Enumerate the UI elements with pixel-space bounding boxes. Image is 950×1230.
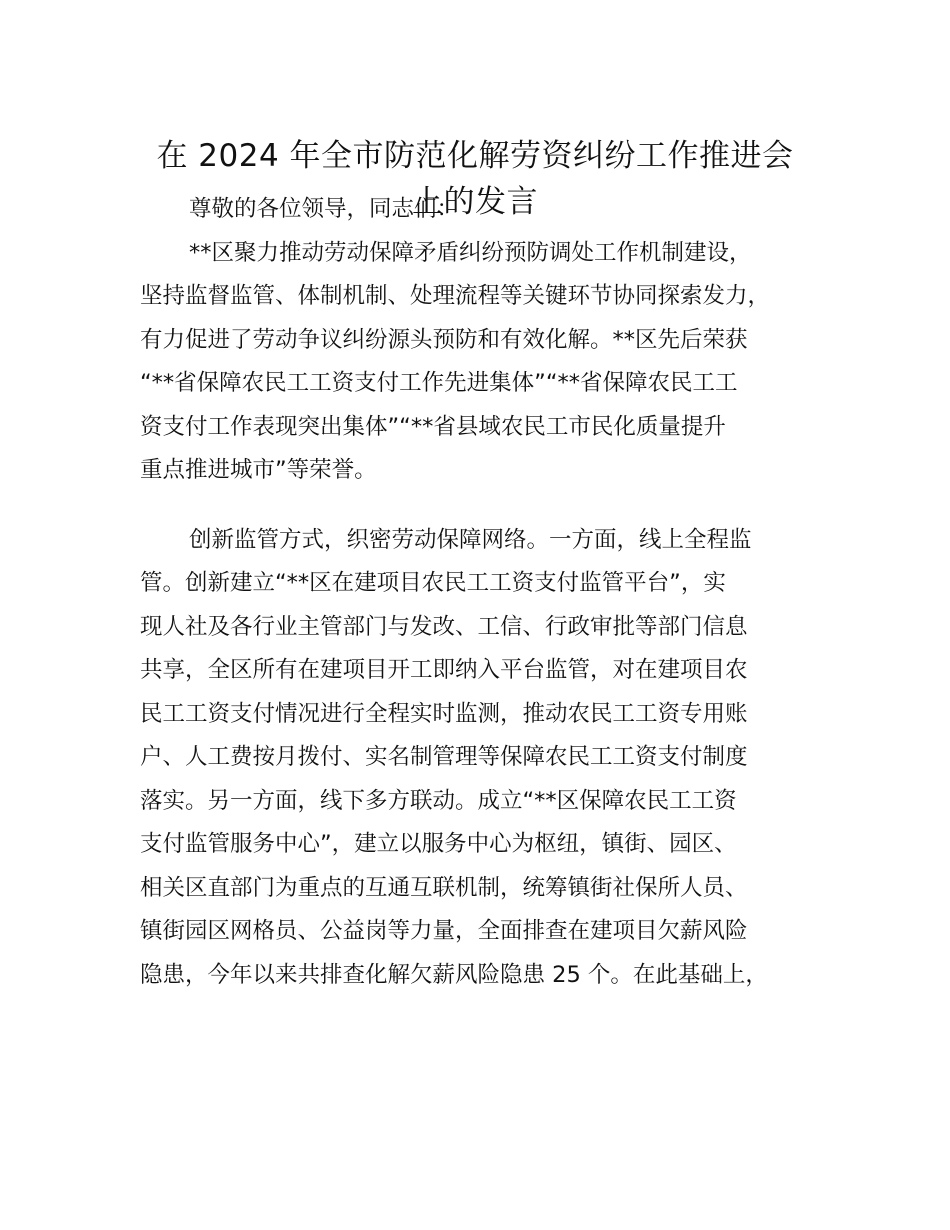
paragraph-line: 有力促进了劳动争议纠纷源头预防和有效化解。**区先后荣获: [140, 326, 748, 353]
paragraph-line: 管。创新建立“**区在建项目农民工工资支付监管平台”，实: [140, 570, 726, 596]
paragraph-line: 民工工资支付情况进行全程实时监测，推动农民工工资专用账: [140, 700, 748, 727]
salutation: 尊敬的各位领导，同志们：: [189, 196, 460, 222]
paragraph-supervision: [140, 519, 830, 998]
paragraph-line: **区聚力推动劳动保障矛盾纠纷预防调处工作机制建设，: [189, 239, 752, 266]
paragraph-line: 户、人工费按月拨付、实名制管理等保障农民工工资支付制度: [140, 744, 748, 770]
title-line-1: 在 2024 年全市防范化解劳资纠纷工作推进会: [156, 137, 794, 174]
paragraph-honors: [140, 232, 830, 493]
paragraph-line: 坚持监督监管、体制机制、处理流程等关键环节协同探索发力，: [140, 283, 771, 309]
title-line-2: 上的发言: [412, 183, 538, 220]
paragraph-line: 创新监管方式，织密劳动保障网络。一方面，线上全程监: [189, 526, 752, 553]
paragraph-line: “**省保障农民工工资支付工作先进集体”“**省保障农民工工: [140, 370, 738, 396]
paragraph-line: 支付监管服务中心”，建立以服务中心为枢纽，镇街、园区、: [140, 831, 737, 857]
paragraph-line: 现人社及各行业主管部门与发改、工信、行政审批等部门信息: [140, 613, 748, 640]
document-body: [140, 188, 830, 997]
paragraph-line: 资支付工作表现突出集体”“**省县域农民工市民化质量提升: [140, 413, 726, 440]
paragraph-line: 镇街园区网格员、公益岗等力量，全面排查在建项目欠薪风险: [140, 918, 748, 944]
paragraph-line: 相关区直部门为重点的互通互联机制，统筹镇街社保所人员、: [140, 874, 748, 901]
paragraph-line: 共享，全区所有在建项目开工即纳入平台监管，对在建项目农: [140, 657, 748, 683]
paragraph-line: 落实。另一方面，线下多方联动。成立“**区保障农民工工资: [140, 787, 737, 814]
paragraph-line: 隐患，今年以来共排查化解欠薪风险隐患 25 个。在此基础上，: [140, 961, 768, 988]
salutation-paragraph: [140, 188, 830, 232]
paragraph-line: 重点推进城市”等荣誉。: [140, 457, 377, 483]
